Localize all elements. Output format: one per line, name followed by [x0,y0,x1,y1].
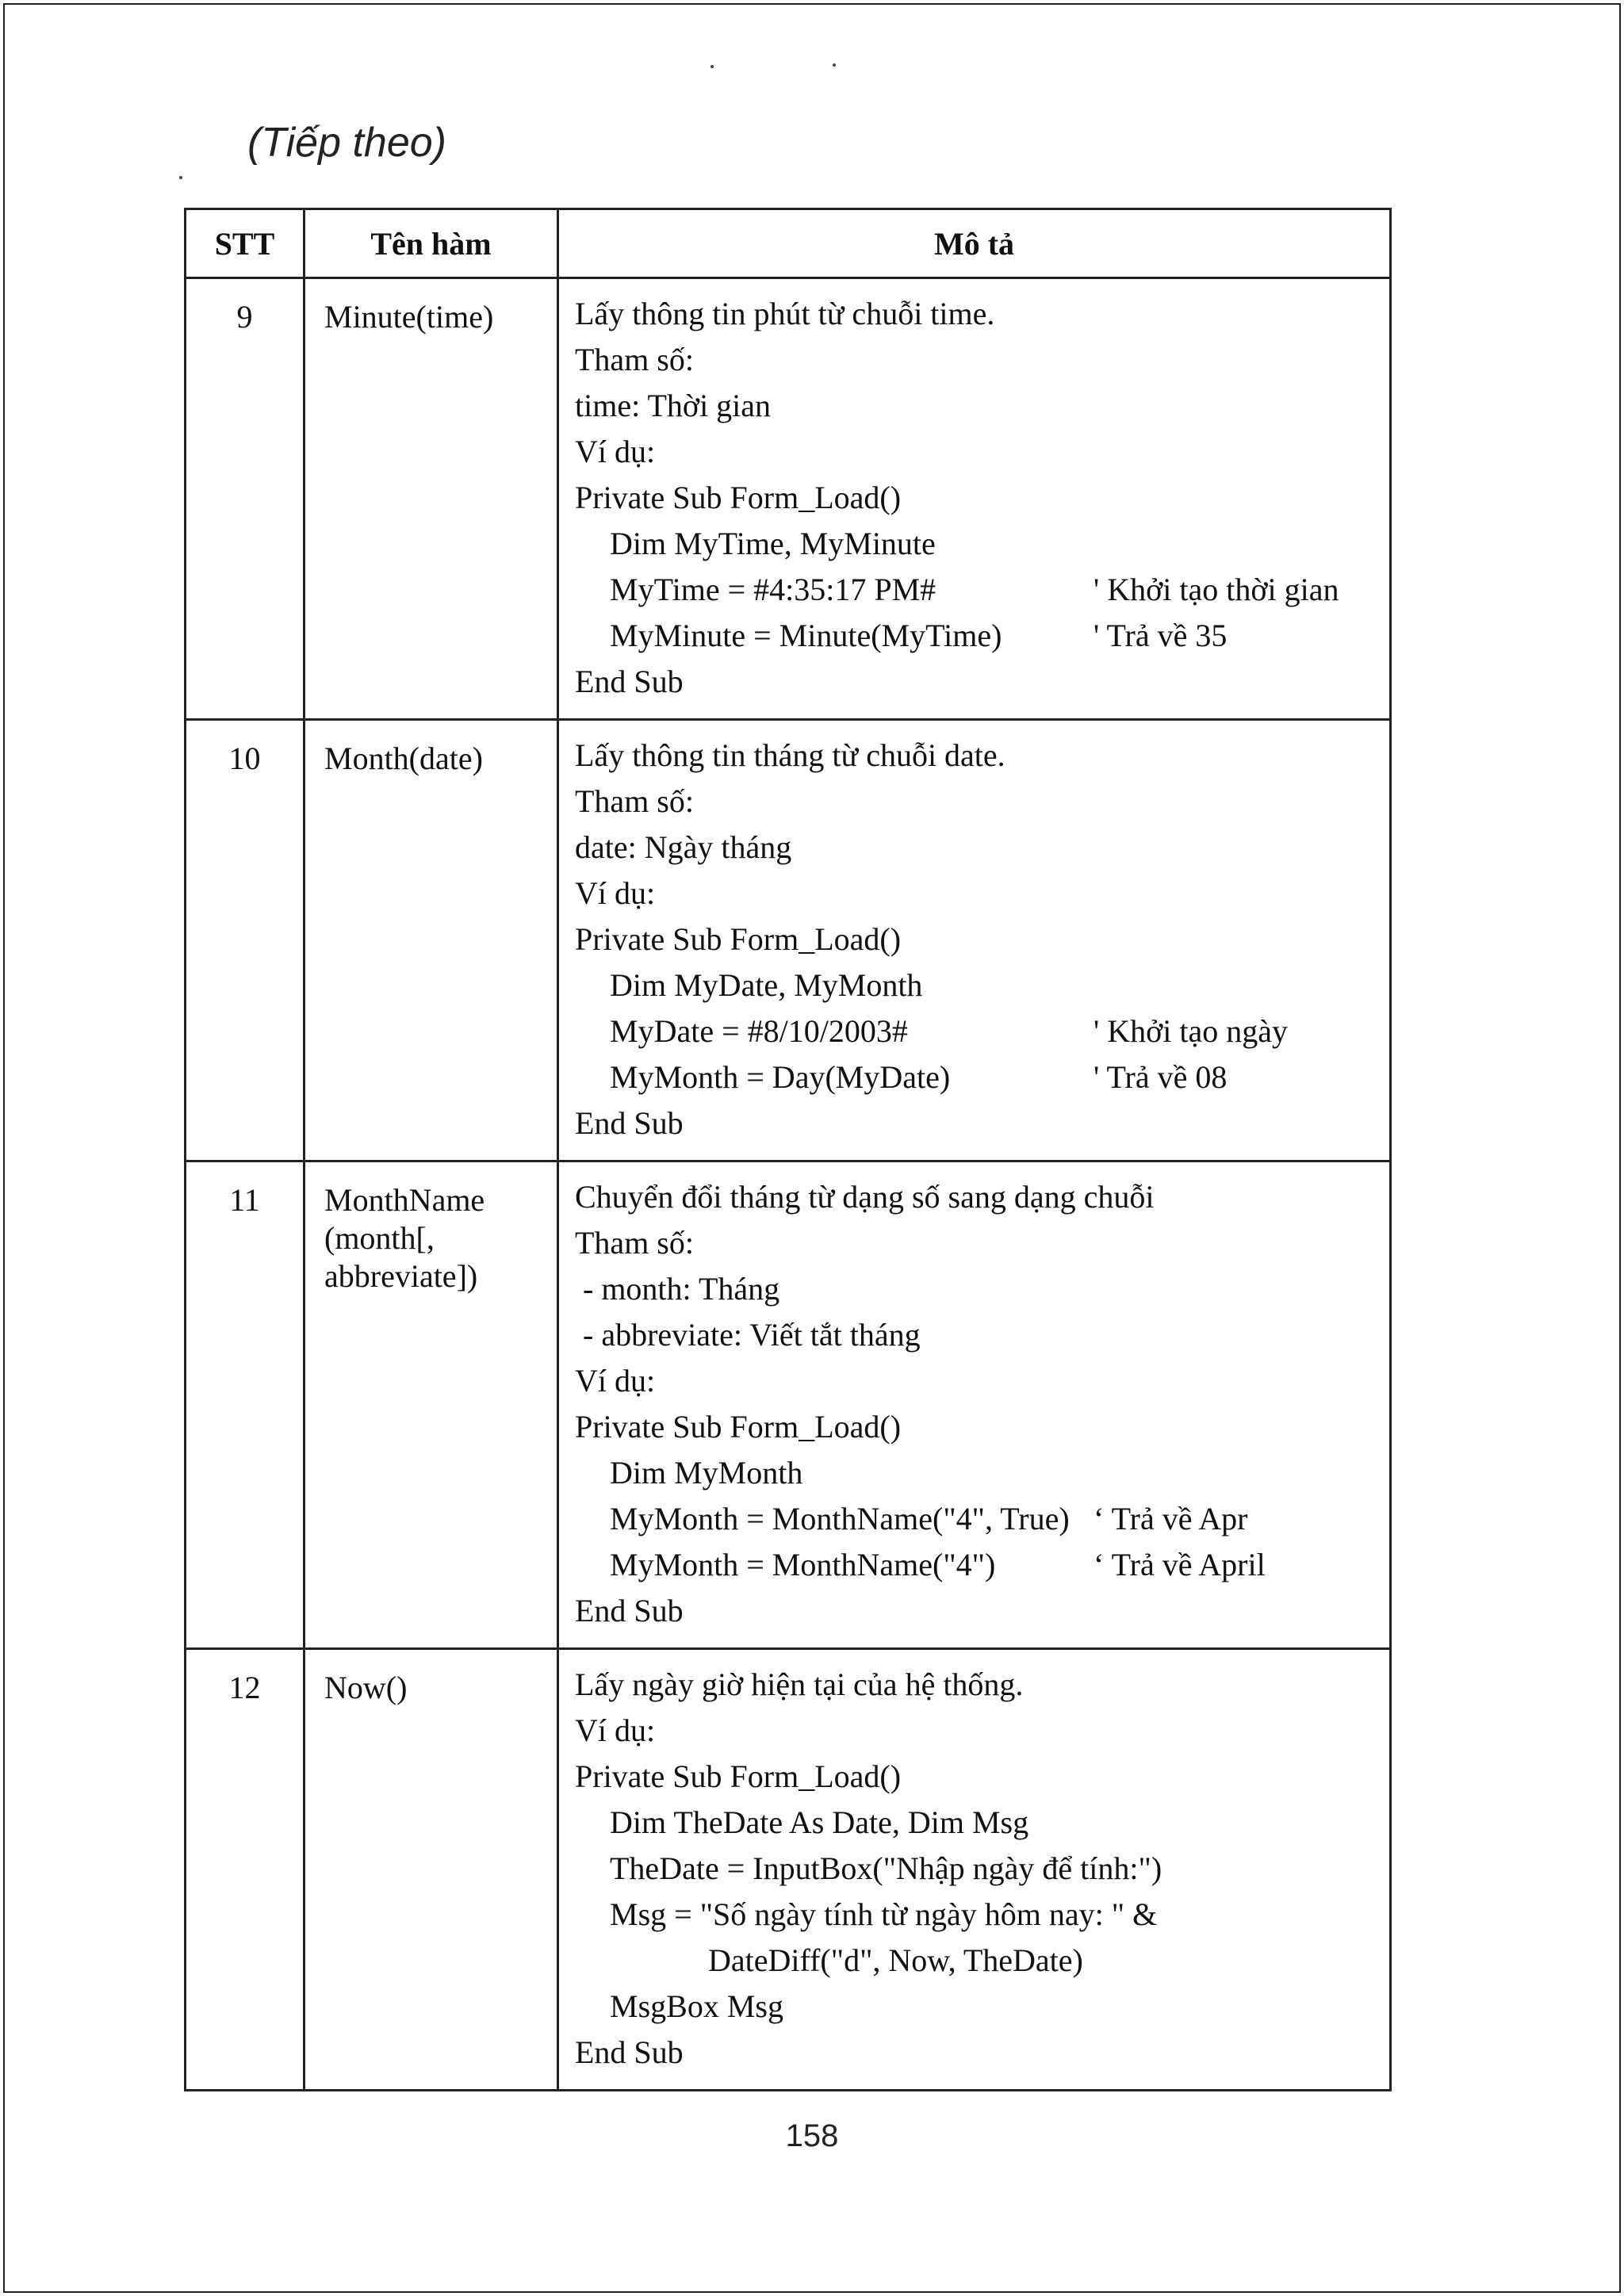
table-row [186,1161,1391,1649]
description-line: Private Sub Form_Load() [575,479,902,515]
description-line: Tham số: [575,1224,694,1261]
description-line: TheDate = InputBox("Nhập ngày để tính:") [610,1850,1162,1886]
code-comment: ‘ Trả về April [1094,1546,1266,1582]
function-name: Now() [304,1649,558,2091]
function-description [558,278,1391,720]
code-comment: ' Khởi tạo thời gian [1094,571,1339,607]
description-line: Ví dụ: [575,874,656,911]
row-number: 12 [186,1649,304,2091]
description-line: Lấy thông tin tháng từ chuỗi date. [575,737,1005,773]
description-line [575,566,1373,612]
table-header-row [186,209,1391,278]
code-comment: ' Khởi tạo ngày [1094,1012,1288,1049]
description-line [575,612,1373,658]
description-line: Dim MyTime, MyMinute [610,525,936,561]
description-line: Private Sub Form_Load() [575,920,902,957]
description-line: Dim MyMonth [610,1454,803,1490]
code-text: MyTime = #4:35:17 PM# [610,571,936,607]
description-line: End Sub [575,1592,684,1628]
code-comment: ' Trả về 35 [1094,617,1228,653]
row-number: 11 [186,1161,304,1649]
description-line: - abbreviate: Viết tắt tháng [575,1316,921,1353]
description-line: End Sub [575,1104,684,1141]
row-number: 9 [186,278,304,720]
description-line: End Sub [575,663,684,699]
description-line [575,1495,1373,1541]
code-comment: ' Trả về 08 [1094,1058,1228,1095]
description-line: Tham số: [575,341,694,377]
description-line: Lấy ngày giờ hiện tại của hệ thống. [575,1666,1024,1702]
function-description [558,720,1391,1161]
column-header-desc: Mô tả [558,209,1391,278]
description-line: Tham số: [575,783,694,819]
column-header-stt: STT [186,209,304,278]
page-number: 158 [785,2118,839,2153]
description-line: Dim MyDate, MyMonth [610,966,923,1003]
description-line: Ví dụ: [575,1362,656,1399]
description-line: Private Sub Form_Load() [575,1758,902,1794]
description-line: Ví dụ: [575,1712,656,1748]
table-row [186,1649,1391,2091]
description-line: MsgBox Msg [610,1988,783,2024]
description-line [575,1541,1373,1587]
description-line: End Sub [575,2034,684,2070]
description-line: DateDiff("d", Now, TheDate) [708,1942,1083,1978]
row-number: 10 [186,720,304,1161]
code-text: MyDate = #8/10/2003# [610,1012,908,1049]
function-description [558,1649,1391,2091]
scan-speck [833,63,836,67]
description-line: Private Sub Form_Load() [575,1408,902,1445]
description-line [575,1054,1373,1100]
code-text: MyMinute = Minute(MyTime) [610,617,1002,653]
scan-speck [179,176,182,179]
continuation-heading: (Tiếp theo) [247,120,446,166]
description-line: Lấy thông tin phút từ chuỗi time. [575,295,995,331]
description-line: date: Ngày tháng [575,828,792,865]
function-name: Minute(time) [304,278,558,720]
description-line: Chuyển đổi tháng từ dạng số sang dạng chuỗi [575,1178,1155,1215]
scan-speck [710,65,714,68]
code-text: MyMonth = MonthName("4") [610,1546,996,1582]
description-line: time: Thời gian [575,387,772,423]
function-name: Month(date) [304,720,558,1161]
description-line [575,1008,1373,1054]
code-text: MyMonth = Day(MyDate) [610,1058,951,1095]
description-line: Msg = "Số ngày tính từ ngày hôm nay: " & [610,1896,1158,1932]
column-header-name: Tên hàm [304,209,558,278]
code-text: MyMonth = MonthName("4", True) [610,1500,1070,1536]
table-row [186,720,1391,1161]
function-table [184,208,1392,2091]
table-row [186,278,1391,720]
description-line: - month: Tháng [575,1270,780,1307]
table-body [186,278,1391,2091]
description-line: Dim TheDate As Date, Dim Msg [610,1804,1029,1840]
function-name: MonthName (month[, abbreviate]) [304,1161,558,1649]
description-line: Ví dụ: [575,433,656,469]
function-description [558,1161,1391,1649]
code-comment: ‘ Trả về Apr [1094,1500,1248,1536]
